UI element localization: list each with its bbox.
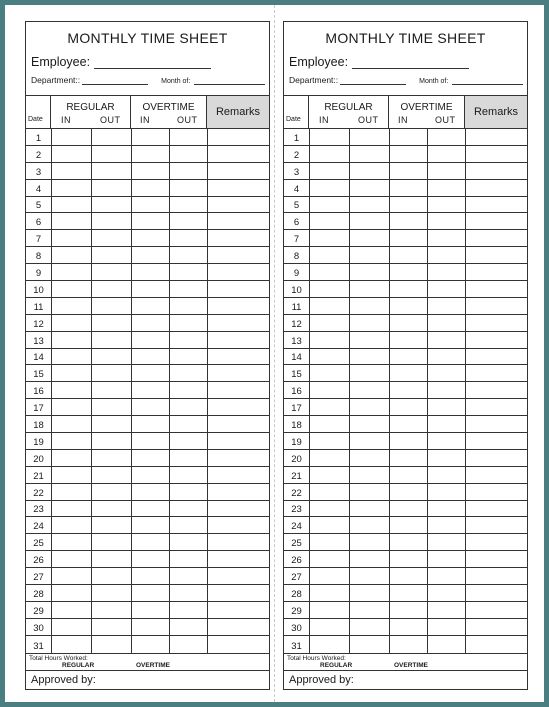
day-number: 22 — [291, 487, 302, 499]
day-number: 5 — [35, 200, 42, 212]
day-row[interactable] — [26, 602, 269, 619]
day-row[interactable] — [284, 163, 527, 180]
sheet-title: MONTHLY TIME SHEET — [67, 30, 228, 46]
day-number: 12 — [33, 318, 44, 330]
day-row[interactable] — [284, 636, 527, 653]
day-number: 17 — [291, 403, 302, 415]
day-number: 9 — [35, 268, 42, 280]
day-number: 2 — [35, 149, 42, 161]
department-field[interactable] — [82, 76, 148, 85]
day-row[interactable] — [284, 197, 527, 214]
day-row[interactable] — [284, 298, 527, 315]
remarks-header-label: Remarks — [473, 106, 518, 118]
day-rows — [284, 129, 527, 653]
day-number: 26 — [33, 555, 44, 567]
overtime-header-label: OVERTIME — [142, 102, 195, 113]
day-number: 6 — [293, 217, 300, 229]
day-row[interactable] — [284, 264, 527, 281]
column-header-row — [284, 95, 527, 129]
day-number: 27 — [291, 572, 302, 584]
remarks-header-label: Remarks — [215, 106, 260, 118]
day-number: 16 — [291, 386, 302, 398]
day-number: 23 — [291, 504, 302, 516]
total-hours-label: Total Hours Worked: — [29, 655, 88, 662]
date-column-header — [284, 96, 309, 128]
column-header-row — [26, 95, 269, 129]
grid-divider — [309, 129, 310, 653]
day-number: 24 — [33, 521, 44, 533]
day-row[interactable] — [284, 213, 527, 230]
day-row[interactable] — [284, 281, 527, 298]
day-number: 31 — [33, 640, 44, 652]
day-row[interactable] — [26, 180, 269, 197]
day-number: 28 — [33, 588, 44, 600]
day-number: 14 — [33, 352, 44, 364]
employee-row — [289, 55, 522, 69]
regular-header-label: REGULAR — [66, 102, 115, 113]
regular-column-header — [51, 96, 131, 128]
date-header-label: Date — [28, 116, 43, 123]
day-number: 1 — [35, 132, 42, 144]
overtime-column-header — [131, 96, 207, 128]
regular-column-header — [309, 96, 389, 128]
day-rows — [26, 129, 269, 653]
month-field[interactable] — [194, 76, 265, 85]
day-row[interactable] — [26, 619, 269, 636]
day-number: 21 — [291, 470, 302, 482]
day-number: 16 — [33, 386, 44, 398]
department-label: Department:: — [289, 75, 339, 85]
regular-out-label: OUT — [100, 115, 121, 125]
day-row[interactable] — [26, 146, 269, 163]
total-overtime-label: OVERTIME — [394, 662, 428, 669]
remarks-column-header — [207, 96, 269, 128]
grid-divider — [169, 129, 170, 653]
month-label: Month of: — [419, 78, 449, 85]
day-row[interactable] — [284, 517, 527, 534]
day-row[interactable] — [26, 467, 269, 484]
regular-out-label: OUT — [358, 115, 379, 125]
day-row[interactable] — [26, 517, 269, 534]
totals-row — [26, 653, 269, 671]
day-row[interactable] — [26, 568, 269, 585]
department-row — [289, 75, 523, 85]
day-number: 20 — [291, 453, 302, 465]
grid-divider — [91, 129, 92, 653]
day-row[interactable] — [284, 146, 527, 163]
day-number: 15 — [291, 369, 302, 381]
grid-divider — [427, 129, 428, 653]
day-row[interactable] — [284, 619, 527, 636]
day-number: 14 — [291, 352, 302, 364]
day-row[interactable] — [284, 365, 527, 382]
day-number: 8 — [35, 251, 42, 263]
day-number: 1 — [293, 132, 300, 144]
department-label: Department:: — [31, 75, 81, 85]
day-number: 11 — [291, 301, 302, 313]
day-number: 15 — [33, 369, 44, 381]
day-number: 19 — [33, 436, 44, 448]
approved-by-label: Approved by: — [289, 674, 354, 686]
employee-label: Employee: — [289, 55, 349, 69]
day-row[interactable] — [26, 298, 269, 315]
day-row[interactable] — [284, 484, 527, 501]
month-field[interactable] — [452, 76, 523, 85]
day-row[interactable] — [26, 551, 269, 568]
day-number: 4 — [293, 183, 300, 195]
grid-divider — [51, 129, 52, 653]
day-row[interactable] — [284, 247, 527, 264]
day-row[interactable] — [26, 264, 269, 281]
day-number: 24 — [291, 521, 302, 533]
day-number: 9 — [293, 268, 300, 280]
grid-divider — [207, 129, 208, 653]
day-row[interactable] — [284, 585, 527, 602]
overtime-column-header — [389, 96, 465, 128]
day-number: 11 — [33, 301, 44, 313]
time-sheet-right — [283, 21, 528, 690]
day-row[interactable] — [26, 163, 269, 180]
total-hours-label: Total Hours Worked: — [287, 655, 346, 662]
day-row[interactable] — [284, 551, 527, 568]
day-row[interactable] — [26, 484, 269, 501]
day-row[interactable] — [284, 416, 527, 433]
day-row[interactable] — [284, 467, 527, 484]
day-row[interactable] — [26, 213, 269, 230]
day-number: 27 — [33, 572, 44, 584]
day-number: 7 — [35, 234, 42, 246]
day-row[interactable] — [26, 332, 269, 349]
employee-row — [31, 55, 264, 69]
day-row[interactable] — [284, 315, 527, 332]
regular-in-label: IN — [319, 115, 329, 125]
total-regular-label: REGULAR — [62, 662, 95, 669]
grid-divider — [389, 129, 390, 653]
fold-line — [274, 5, 275, 702]
day-row[interactable] — [26, 315, 269, 332]
day-row[interactable] — [284, 501, 527, 518]
day-number: 30 — [291, 622, 302, 634]
day-row[interactable] — [284, 129, 527, 146]
day-number: 25 — [291, 538, 302, 550]
sheet-title: MONTHLY TIME SHEET — [325, 30, 486, 46]
day-number: 4 — [35, 183, 42, 195]
month-label: Month of: — [161, 78, 191, 85]
remarks-column-header — [465, 96, 527, 128]
day-number: 26 — [291, 555, 302, 567]
day-row[interactable] — [284, 230, 527, 247]
grid-divider — [349, 129, 350, 653]
day-row[interactable] — [284, 602, 527, 619]
day-number: 28 — [291, 588, 302, 600]
day-number: 18 — [33, 420, 44, 432]
day-row[interactable] — [284, 450, 527, 467]
grid-divider — [465, 129, 466, 653]
day-number: 22 — [33, 487, 44, 499]
overtime-out-label: OUT — [177, 115, 198, 125]
day-row[interactable] — [26, 534, 269, 551]
overtime-in-label: IN — [398, 115, 408, 125]
day-number: 29 — [291, 605, 302, 617]
day-row[interactable] — [26, 129, 269, 146]
day-number: 10 — [33, 284, 44, 296]
day-row[interactable] — [26, 416, 269, 433]
department-field[interactable] — [340, 76, 406, 85]
total-regular-label: REGULAR — [320, 662, 353, 669]
overtime-header-label: OVERTIME — [400, 102, 453, 113]
day-row[interactable] — [26, 433, 269, 450]
day-number: 30 — [33, 622, 44, 634]
overtime-out-label: OUT — [435, 115, 456, 125]
day-row[interactable] — [284, 534, 527, 551]
day-row[interactable] — [284, 332, 527, 349]
day-row[interactable] — [26, 281, 269, 298]
day-row[interactable] — [284, 180, 527, 197]
date-column-header — [26, 96, 51, 128]
grid-divider — [131, 129, 132, 653]
day-row[interactable] — [26, 399, 269, 416]
day-number: 13 — [291, 335, 302, 347]
day-number: 18 — [291, 420, 302, 432]
day-number: 5 — [293, 200, 300, 212]
approved-by-label: Approved by: — [31, 674, 96, 686]
day-number: 29 — [33, 605, 44, 617]
day-row[interactable] — [284, 568, 527, 585]
day-row[interactable] — [284, 399, 527, 416]
employee-field[interactable] — [352, 57, 469, 69]
day-row[interactable] — [26, 636, 269, 653]
day-row[interactable] — [284, 382, 527, 399]
date-header-label: Date — [286, 116, 301, 123]
day-number: 7 — [293, 234, 300, 246]
totals-row — [284, 653, 527, 671]
day-row[interactable] — [26, 450, 269, 467]
overtime-in-label: IN — [140, 115, 150, 125]
day-number: 3 — [293, 166, 300, 178]
day-number: 13 — [33, 335, 44, 347]
day-number: 3 — [35, 166, 42, 178]
day-grid — [284, 129, 527, 653]
day-row[interactable] — [284, 433, 527, 450]
day-row[interactable] — [26, 349, 269, 366]
day-number: 8 — [293, 251, 300, 263]
department-row — [31, 75, 265, 85]
day-row[interactable] — [26, 247, 269, 264]
time-sheet-left — [25, 21, 270, 690]
day-grid — [26, 129, 269, 653]
day-row[interactable] — [26, 382, 269, 399]
day-row[interactable] — [26, 501, 269, 518]
regular-in-label: IN — [61, 115, 71, 125]
employee-field[interactable] — [94, 57, 211, 69]
day-number: 6 — [35, 217, 42, 229]
day-number: 17 — [33, 403, 44, 415]
day-number: 12 — [291, 318, 302, 330]
day-number: 31 — [291, 640, 302, 652]
day-row[interactable] — [26, 197, 269, 214]
employee-label: Employee: — [31, 55, 91, 69]
regular-header-label: REGULAR — [324, 102, 373, 113]
day-number: 21 — [33, 470, 44, 482]
day-number: 19 — [291, 436, 302, 448]
day-number: 20 — [33, 453, 44, 465]
day-number: 2 — [293, 149, 300, 161]
total-overtime-label: OVERTIME — [136, 662, 170, 669]
day-number: 10 — [291, 284, 302, 296]
day-row[interactable] — [26, 365, 269, 382]
day-row[interactable] — [284, 349, 527, 366]
day-row[interactable] — [26, 585, 269, 602]
day-number: 25 — [33, 538, 44, 550]
day-number: 23 — [33, 504, 44, 516]
day-row[interactable] — [26, 230, 269, 247]
